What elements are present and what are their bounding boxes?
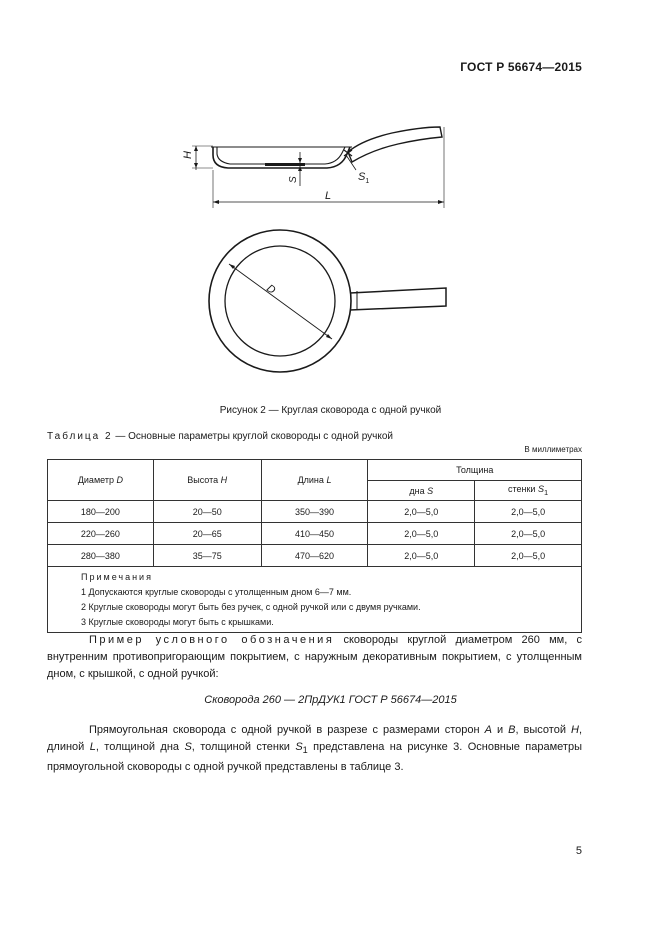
parameters-table <box>47 459 582 633</box>
cell-bottom: 2,0—5,0 <box>368 545 475 567</box>
pan-side-view <box>192 127 444 208</box>
document-header: ГОСТ Р 56674—2015 <box>460 60 582 74</box>
cell-bottom: 2,0—5,0 <box>368 523 475 545</box>
designation-text: сковороды круглой диаметром 260 мм, с внутренним противопригорающим покрытием, с наружным декоративным покрытием, с утолщенным дном, с крышкой, с одной ручкой: <box>47 634 582 680</box>
designation-example: Сковорода 260 — 2ПрДУК1 ГОСТ Р 56674—2015 <box>204 694 457 706</box>
cell-diameter: 180—200 <box>48 501 154 523</box>
pan-drawing <box>0 0 661 400</box>
designation-paragraph <box>47 632 582 683</box>
cell-length: 410—450 <box>261 523 368 545</box>
table-header-row <box>48 460 582 481</box>
figure-caption: Рисунок 2 — Круглая сковорода с одной ручкой <box>219 405 442 416</box>
note-item: 2 Круглые сковороды могут быть без ручек, с одной ручкой или с двумя ручками. <box>81 602 421 612</box>
cell-wall: 2,0—5,0 <box>475 545 582 567</box>
pan-top-view <box>209 230 446 372</box>
cell-length: 470—620 <box>261 545 368 567</box>
label-D: D <box>264 282 278 297</box>
page-number: 5 <box>575 845 582 857</box>
table-row <box>48 501 582 523</box>
table-row <box>48 523 582 545</box>
label-L: L <box>325 190 332 202</box>
label-S: S <box>288 176 299 183</box>
table-units: В миллиметрах <box>524 445 582 454</box>
note-item: 3 Круглые сковороды могут быть с крышками. <box>81 617 274 627</box>
cell-bottom: 2,0—5,0 <box>368 501 475 523</box>
table-caption <box>47 431 393 442</box>
header-length: Длина L <box>261 460 368 501</box>
cell-wall: 2,0—5,0 <box>475 523 582 545</box>
designation-lead: Пример условного обозначения <box>89 634 335 646</box>
cell-height: 35—75 <box>153 545 261 567</box>
table-notes-row <box>48 567 582 633</box>
cell-wall: 2,0—5,0 <box>475 501 582 523</box>
cell-diameter: 280—380 <box>48 545 154 567</box>
label-S1: $S_1$ <box>358 171 370 185</box>
cell-diameter: 220—260 <box>48 523 154 545</box>
table-caption-prefix: Таблица 2 <box>47 431 113 442</box>
cell-length: 350—390 <box>261 501 368 523</box>
table-row <box>48 545 582 567</box>
header-thickness: Толщина <box>368 460 582 481</box>
header-height: Высота H <box>153 460 261 501</box>
cell-height: 20—65 <box>153 523 261 545</box>
rectangular-pan-paragraph: Прямоугольная сковорода с одной ручкой в разрезе с размерами сторон A и B, высотой H, длиной L, толщиной дна S, толщиной стенки $S_1$ представлена на рисунке 3. Основные параметры прямоугольной сковороды с одной ручкой представлены в таблице 3. <box>47 724 582 774</box>
table-caption-text: — Основные параметры круглой сковороды с одной ручкой <box>112 431 393 442</box>
header-wall: стенки $S_1$ <box>475 481 582 501</box>
header-bottom: дна S <box>368 481 475 501</box>
notes-title: Примечания <box>81 572 153 582</box>
note-item: 1 Допускаются круглые сковороды с утолщенным дном 6—7 мм. <box>81 587 352 597</box>
cell-height: 20—50 <box>153 501 261 523</box>
label-H: H <box>182 151 194 159</box>
table-notes <box>48 567 582 633</box>
header-diameter: Диаметр D <box>48 460 154 501</box>
